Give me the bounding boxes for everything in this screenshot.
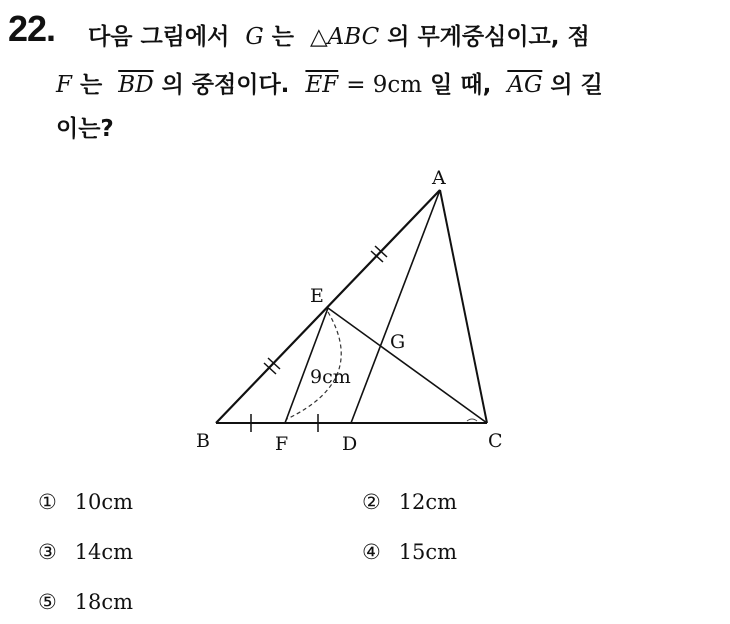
question-text-part: 의 무게중심이고, 점 <box>387 24 590 50</box>
choice-value: 18 <box>74 590 102 614</box>
question-text-part: 다음 그림에서 <box>88 24 230 50</box>
label-a: A <box>432 167 446 189</box>
choice-3[interactable] <box>38 540 133 564</box>
math-triangle-abc: △ABC <box>309 24 380 50</box>
median-ad <box>351 190 440 423</box>
math-point-g: G <box>245 24 264 50</box>
question-number: 22. <box>8 8 56 49</box>
math-equals-value: = 9 <box>346 72 388 98</box>
choice-marker: ④ <box>362 540 381 564</box>
choice-2[interactable] <box>362 490 457 514</box>
choice-marker: ① <box>38 490 57 514</box>
question-text-part: 의 길 <box>550 72 603 98</box>
label-g: G <box>390 331 406 353</box>
label-e: E <box>310 285 324 307</box>
choice-value: 10 <box>74 490 102 514</box>
side-ac <box>440 190 487 423</box>
choice-unit: cm <box>425 540 458 564</box>
question-text-part: 일 때, <box>430 72 492 98</box>
question-text-part: 는 <box>79 72 103 98</box>
label-length: 9cm <box>310 366 351 388</box>
choice-marker: ② <box>362 490 381 514</box>
choice-unit: cm <box>101 590 134 614</box>
side-ba <box>216 190 440 423</box>
math-point-f: F <box>56 72 72 98</box>
angle-mark-c <box>467 419 477 421</box>
math-segment-bd: $\overline{BD}$ <box>118 72 154 98</box>
label-b: B <box>196 430 210 452</box>
question-line-3: 이는? <box>56 116 114 142</box>
median-ce <box>328 308 487 423</box>
question-text-part: 의 중점이다. <box>161 72 290 98</box>
label-c: C <box>488 430 503 452</box>
choice-value: 14 <box>74 540 102 564</box>
choice-marker: ③ <box>38 540 57 564</box>
choice-unit: cm <box>101 490 134 514</box>
choice-5[interactable] <box>38 590 133 614</box>
choice-value: 15 <box>398 540 426 564</box>
label-d: D <box>342 433 358 455</box>
question-text-part: 는 <box>271 24 294 50</box>
choice-unit: cm <box>425 490 458 514</box>
choice-1[interactable] <box>38 490 133 514</box>
math-segment-ag: $\overline{AG}$ <box>507 72 543 98</box>
choice-4[interactable] <box>362 540 457 564</box>
label-f: F <box>275 433 289 455</box>
choice-marker: ⑤ <box>38 590 57 614</box>
math-unit: cm <box>387 72 423 98</box>
choice-unit: cm <box>101 540 134 564</box>
math-segment-ef: $\overline{EF}$ <box>305 72 339 98</box>
choice-value: 12 <box>398 490 426 514</box>
